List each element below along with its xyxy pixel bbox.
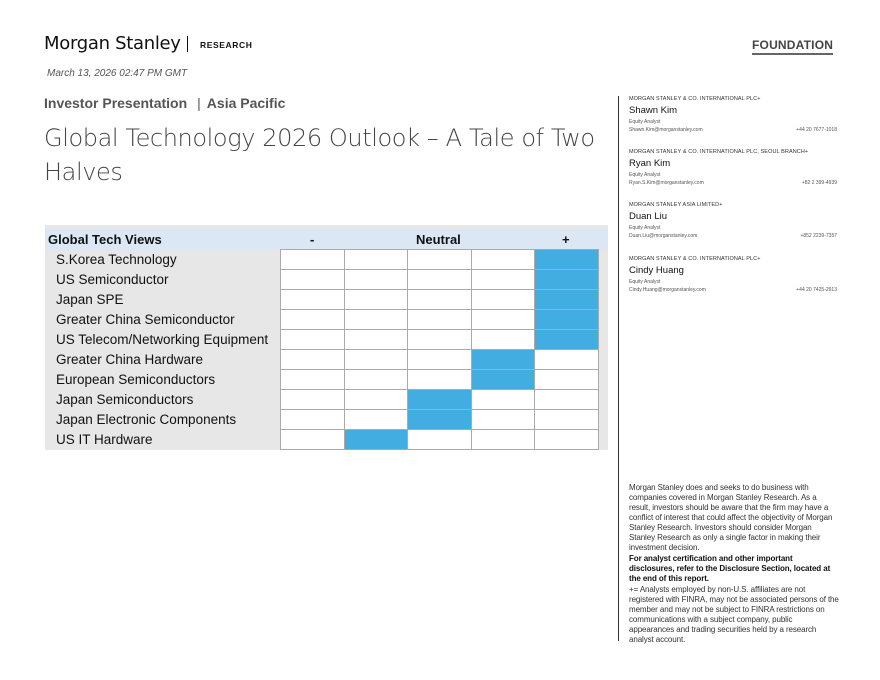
view-position-marker: [471, 370, 535, 390]
global-tech-views-table: [45, 225, 608, 450]
analyst-card: [629, 96, 837, 135]
analyst-card: [629, 202, 837, 241]
analyst-role: Equity Analyst: [629, 279, 661, 285]
view-cell: [471, 310, 535, 330]
view-cell: [344, 410, 408, 430]
view-row-label: Japan Semiconductors: [56, 392, 194, 407]
view-row: [281, 270, 599, 290]
view-row: [281, 290, 599, 310]
analyst-email[interactable]: Shawn.Kim@morganstanley.com: [629, 127, 703, 133]
report-title: Global Technology 2026 Outlook – A Tale of Two Halves: [44, 124, 595, 186]
analyst-name: Ryan Kim: [629, 158, 671, 169]
views-grid: [280, 249, 599, 450]
view-cell: [535, 430, 599, 450]
view-row-label: Japan Electronic Components: [56, 412, 237, 427]
view-row-label: US IT Hardware: [56, 432, 153, 447]
view-cell: [471, 430, 535, 450]
view-cell: [344, 270, 408, 290]
view-cell: [281, 350, 345, 370]
view-cell: [471, 290, 535, 310]
view-cell: [344, 290, 408, 310]
view-cell: [281, 330, 345, 350]
analyst-role: Equity Analyst: [629, 172, 661, 178]
analyst-name: Duan Liu: [629, 211, 668, 222]
view-cell: [408, 290, 472, 310]
view-row: [281, 370, 599, 390]
view-cell: [471, 390, 535, 410]
view-position-marker: [535, 250, 599, 270]
view-row-label: European Semiconductors: [56, 372, 216, 387]
views-header-plus: +: [562, 232, 570, 247]
view-cell: [344, 310, 408, 330]
view-cell: [344, 350, 408, 370]
section-label: RESEARCH: [200, 40, 253, 50]
report-type: Investor Presentation: [44, 95, 188, 111]
view-position-marker: [535, 290, 599, 310]
view-cell: [344, 250, 408, 270]
view-cell: [471, 270, 535, 290]
view-cell: [281, 250, 345, 270]
view-cell: [281, 410, 345, 430]
view-position-marker: [408, 410, 472, 430]
view-cell: [535, 410, 599, 430]
views-header-neutral: Neutral: [416, 232, 461, 247]
view-cell: [535, 350, 599, 370]
view-cell: [281, 310, 345, 330]
view-position-marker: [535, 330, 599, 350]
view-row: [281, 410, 599, 430]
view-row-label: Greater China Semiconductor: [56, 312, 235, 327]
views-table-header: [45, 229, 608, 250]
analyst-firm: MORGAN STANLEY & CO. INTERNATIONAL PLC+: [629, 96, 761, 102]
view-cell: [281, 270, 345, 290]
view-cell: [408, 370, 472, 390]
analyst-firm: MORGAN STANLEY ASIA LIMITED+: [629, 202, 723, 208]
view-position-marker: [535, 310, 599, 330]
view-cell: [408, 310, 472, 330]
view-cell: [281, 430, 345, 450]
views-header-label: Global Tech Views: [48, 232, 162, 247]
view-cell: [344, 390, 408, 410]
view-row: [281, 310, 599, 330]
view-position-marker: [408, 390, 472, 410]
view-cell: [281, 290, 345, 310]
analyst-name: Shawn Kim: [629, 105, 678, 116]
analyst-email[interactable]: Ryan.S.Kim@morganstanley.com: [629, 180, 704, 186]
view-row-label: US Telecom/Networking Equipment: [56, 332, 269, 347]
analyst-email[interactable]: Cindy.Huang@morganstanley.com: [629, 287, 706, 293]
analyst-phone: +44 20 7677-1018: [796, 127, 837, 133]
analyst-phone: +82 2 399-4939: [801, 180, 837, 186]
view-cell: [471, 330, 535, 350]
analyst-email[interactable]: Duan.Liu@morganstanley.com: [629, 233, 698, 239]
view-row: [281, 330, 599, 350]
analyst-role: Equity Analyst: [629, 225, 661, 231]
view-row-label: S.Korea Technology: [56, 252, 177, 267]
analyst-firm: MORGAN STANLEY & CO. INTERNATIONAL PLC+: [629, 256, 761, 262]
view-row-label: US Semiconductor: [56, 272, 169, 287]
disclosure-finra: += Analysts employed by non-U.S. affiliates are not registered with FINRA, may not be associated persons of the member and may not be subject to FINRA restrictions on communications with a subject company, public appearances and trading securities held by a research analyst account.: [629, 585, 839, 644]
analyst-contact: [629, 287, 837, 295]
view-cell: [281, 370, 345, 390]
publish-date: March 13, 2026 02:47 PM GMT: [47, 68, 188, 79]
view-cell: [471, 410, 535, 430]
view-row-label: Greater China Hardware: [56, 352, 204, 367]
analyst-card: [629, 149, 837, 188]
analyst-contact: [629, 180, 837, 188]
analyst-card: [629, 256, 837, 295]
disclosure-certification: For analyst certification and other important disclosures, refer to the Disclosure Section, located at the end of this report.: [629, 554, 831, 583]
view-row: [281, 390, 599, 410]
analyst-name: Cindy Huang: [629, 265, 684, 276]
views-header-minus: -: [310, 232, 315, 247]
view-cell: [344, 370, 408, 390]
disclosure-text: [629, 483, 839, 646]
view-position-marker: [471, 350, 535, 370]
view-cell: [408, 330, 472, 350]
view-cell: [535, 390, 599, 410]
view-cell: [408, 350, 472, 370]
view-cell: [408, 270, 472, 290]
analyst-firm: MORGAN STANLEY & CO. INTERNATIONAL PLC, SEOUL BRANCH+: [629, 149, 809, 155]
logo-divider: [187, 36, 188, 52]
sidebar-divider: [618, 96, 619, 641]
view-row-label: Japan SPE: [56, 292, 124, 307]
analyst-phone: +44 20 7425-2913: [796, 287, 837, 293]
analyst-contact: [629, 233, 837, 241]
view-row: [281, 250, 599, 270]
brand-logo: Morgan Stanley: [44, 33, 181, 54]
report-subhead: [44, 95, 285, 111]
view-cell: [408, 250, 472, 270]
view-position-marker: [344, 430, 408, 450]
view-cell: [281, 390, 345, 410]
view-position-marker: [535, 270, 599, 290]
report-region: Asia Pacific: [206, 95, 286, 111]
view-row: [281, 350, 599, 370]
view-cell: [344, 330, 408, 350]
subhead-divider: |: [197, 95, 201, 111]
analyst-phone: +852 2239-7357: [800, 233, 837, 239]
view-cell: [535, 370, 599, 390]
view-cell: [408, 430, 472, 450]
view-row: [281, 430, 599, 450]
view-cell: [471, 250, 535, 270]
series-label: FOUNDATION: [752, 38, 833, 55]
disclosure-conflict: Morgan Stanley does and seeks to do business with companies covered in Morgan Stanley Research. As a result, investors should be aware that the firm may have a conflict of interest that could affect the objectivity of Morgan Stanley Research. Investors should consider Morgan Stanley Research as only a single factor in making their investment decision.: [629, 483, 833, 552]
analyst-role: Equity Analyst: [629, 119, 661, 125]
analyst-contact: [629, 127, 837, 135]
